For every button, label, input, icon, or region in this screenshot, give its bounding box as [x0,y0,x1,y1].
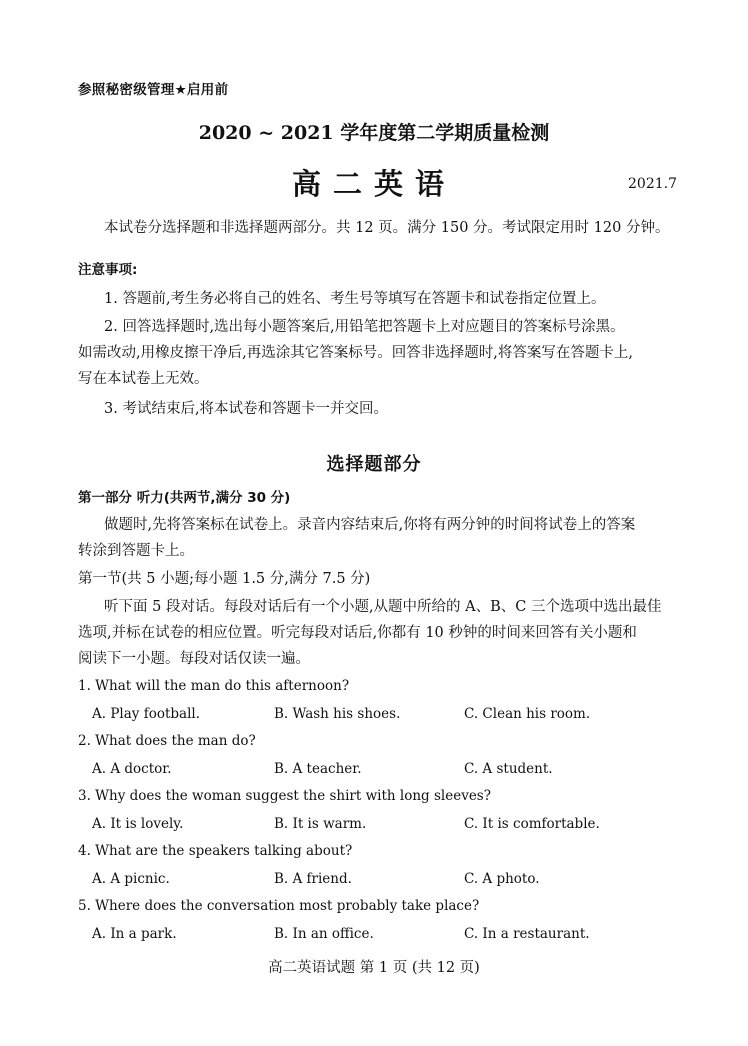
notice-item-1: 1. 答题前,考生务必将自己的姓名、考生号等填写在答题卡和试卷指定位置上。 [104,291,606,307]
secrecy-label: 参照秘密级管理★启用前 [78,82,229,98]
question-3-option-c: C. It is comfortable. [464,816,600,832]
question-4: 4. What are the speakers talking about? [78,843,353,859]
question-4-option-c: C. A photo. [464,871,540,887]
notice-heading: 注意事项: [78,262,138,278]
notice-item-2-line-2: 如需改动,用橡皮擦干净后,再选涂其它答案标号。回答非选择题时,将答案写在答题卡上, [78,345,633,361]
notice-item-3: 3. 考试结束后,将本试卷和答题卡一并交回。 [104,401,389,417]
page-footer: 高二英语试题 第 1 页 (共 12 页) [268,960,480,976]
question-1-option-a: A. Play football. [92,706,200,722]
subject-title: 高二英语 [291,167,456,201]
section1-line-1: 听下面 5 段对话。每段对话后有一个小题,从题中所给的 A、B、C 三个选项中选出最佳 [104,599,662,615]
question-2: 2. What does the man do? [78,733,256,749]
question-2-option-b: B. A teacher. [274,761,362,777]
question-5-option-c: C. In a restaurant. [464,926,590,942]
part1-desc-line-2: 转涂到答题卡上。 [78,543,194,559]
section1-line-3: 阅读下一小题。每段对话仅读一遍。 [78,651,310,667]
part1-heading: 第一部分 听力(共两节,满分 30 分) [78,490,291,506]
notice-item-2-line-3: 写在本试卷上无效。 [78,371,209,387]
question-3-option-b: B. It is warm. [274,816,367,832]
question-5: 5. Where does the conversation most probably take place? [78,898,480,914]
question-3-option-a: A. It is lovely. [92,816,184,832]
section1-heading: 第一节(共 5 小题;每小题 1.5 分,满分 7.5 分) [78,571,371,587]
question-2-option-a: A. A doctor. [92,761,172,777]
section-title: 选择题部分 [326,454,422,475]
question-2-option-c: C. A student. [464,761,553,777]
section1-line-2: 选项,并标在试卷的相应位置。听完每段对话后,你都有 10 秒钟的时间来回答有关小题和 [78,625,637,641]
part1-desc-line-1: 做题时,先将答案标在试卷上。录音内容结束后,你将有两分钟的时间将试卷上的答案 [104,517,636,533]
question-1: 1. What will the man do this afternoon? [78,678,350,694]
question-5-option-b: B. In an office. [274,926,374,942]
question-3: 3. Why does the woman suggest the shirt with long sleeves? [78,788,491,804]
exam-date: 2021.7 [628,176,677,192]
question-4-option-b: B. A friend. [274,871,352,887]
question-1-option-c: C. Clean his room. [464,706,591,722]
exam-title: 2020 ~ 2021 学年度第二学期质量检测 [198,122,550,144]
question-1-option-b: B. Wash his shoes. [274,706,401,722]
question-5-option-a: A. In a park. [92,926,177,942]
notice-item-2-line-1: 2. 回答选择题时,选出每小题答案后,用铅笔把答题卡上对应题目的答案标号涂黑。 [104,319,625,335]
intro-text: 本试卷分选择题和非选择题两部分。共 12 页。满分 150 分。考试限定用时 120 分钟。 [104,220,670,236]
question-4-option-a: A. A picnic. [92,871,170,887]
